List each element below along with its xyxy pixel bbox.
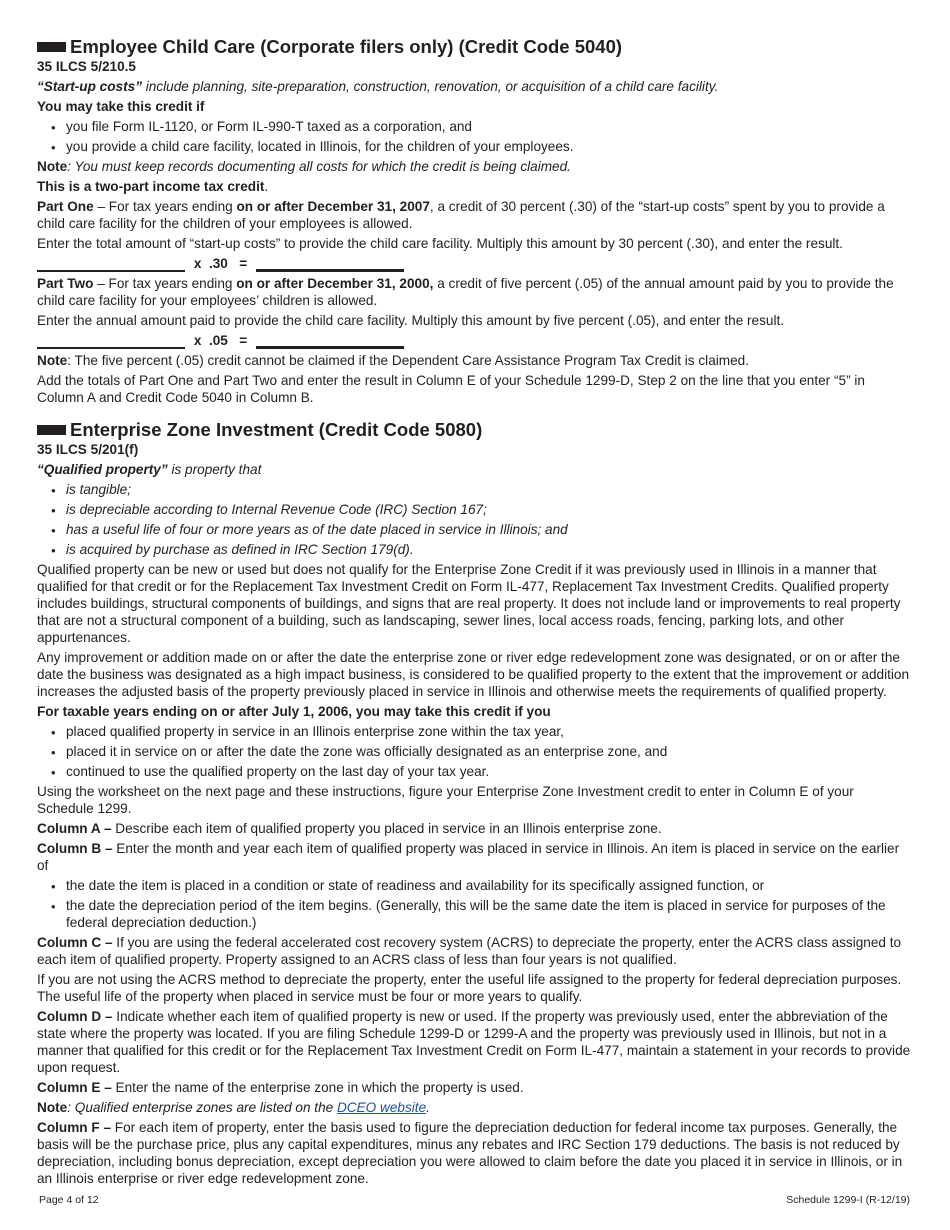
list-item: • is tangible; [37,481,913,498]
two-part-statement: This is a two-part income tax credit. [37,179,269,194]
column-b-list [37,877,913,931]
note: Note: You must keep records documenting all costs for which the credit is being claimed. [37,159,571,174]
page-footer [39,1192,910,1209]
statute: 35 ILCS 5/210.5 [37,59,136,74]
may-take-heading: You may take this credit if [37,99,205,114]
list-item: • the date the item is placed in a condition or state of readiness and availability for its specifically assigned function, or [37,877,913,894]
column-c-instructions: Column C – If you are using the federal accelerated cost recovery system (ACRS) to depreciate the property, enter the ACRS class assigned to each item of qualified property. Property assigned to an ACRS class of less than four years is not qualified. [37,935,902,967]
list-item: • you file Form IL-1120, or Form IL-990-T taxed as a corporation, and [37,118,913,135]
conditions-list [37,723,913,780]
list-item: • has a useful life of four or more years as of the date placed in service in Illinois; and [37,521,913,538]
eligibility-list [37,118,913,155]
page-content [37,36,913,1190]
part-one-calculation [37,255,913,272]
column-e-instructions: Column E – Enter the name of the enterprise zone in which the property is used. [37,1080,524,1095]
paragraph: Any improvement or addition made on or after the date the enterprise zone or river edge redevelopment zone was designated, or on or after the date the business was designated as a high impact business, is considered to be qualified property to the extent that the improvement or addition increases the adjusted basis of the property previously placed in service in Illinois and otherwise meets the requirements of qualified property. [37,650,910,699]
add-totals: Add the totals of Part One and Part Two and enter the result in Column E of your Schedule 1299-D, Step 2 on the line that you enter “5” in Column A and Credit Code 5040 in Column B. [37,373,865,405]
section-heading-child-care: Employee Child Care (Corporate filers only) (Credit Code 5040) [37,36,913,58]
taxable-years-heading: For taxable years ending on or after July 1, 2006, you may take this credit if you [37,704,551,719]
form-id: Schedule 1299-I (R-12/19) [786,1194,910,1206]
note: Note: Qualified enterprise zones are listed on the DCEO website. [37,1100,430,1115]
part-two-calculation [37,332,913,349]
paragraph: If you are not using the ACRS method to depreciate the property, enter the useful life assigned to the property for federal depreciation purposes. The useful life of the property when placed in service must be four or more years to qualify. [37,972,902,1004]
heading-bar-icon [37,425,66,435]
part-one-result-field[interactable] [256,257,404,272]
statute: 35 ILCS 5/201(f) [37,442,139,457]
section-heading-enterprise-zone: Enterprise Zone Investment (Credit Code 5080) [37,419,913,441]
part-two-result-field[interactable] [256,334,404,349]
heading-bar-icon [37,42,66,52]
multiplier: x .05 = [193,333,248,348]
list-item: • continued to use the qualified property on the last day of your tax year. [37,763,913,780]
multiplier: x .30 = [193,256,248,271]
part-two-instructions: Enter the annual amount paid to provide the child care facility. Multiply this amount by five percent (.05), and enter the result. [37,313,785,328]
qualified-property-definition: “Qualified property” is property that [37,462,262,477]
annual-amount-field[interactable] [37,334,185,349]
list-item: • you provide a child care facility, located in Illinois, for the children of your employees. [37,138,913,155]
column-d-instructions: Column D – Indicate whether each item of qualified property is new or used. If the property was previously used, enter the abbreviation of the state where the property was located. If you are filing Schedule 1299-D or 1299-A and the property was previously used in Illinois, but not in a manner that qualified for this credit or for the Replacement Tax Investment Credit on Form IL-477, maintain a statement in your records to provide upon request. [37,1009,911,1075]
column-b-instructions: Column B – Enter the month and year each item of qualified property was placed in service in Illinois. An item is placed in service on the earlier of [37,841,900,873]
list-item: • is acquired by purchase as defined in IRC Section 179(d). [37,541,913,558]
column-f-instructions: Column F – For each item of property, enter the basis used to figure the depreciation deduction for federal income tax purposes. Generally, the basis will be the purchase price, plus any capital expenditures, minus any rebates and IRC Section 179 deductions. The basis is not reduced by depreciation, including bonus depreciation, except depreciation you were allowed to claim before the date you placed it in service in Illinois, or in an Illinois enterprise or river edge redevelopment zone. [37,1120,903,1186]
list-item: • is depreciable according to Internal Revenue Code (IRC) Section 167; [37,501,913,518]
column-a-instructions: Column A – Describe each item of qualified property you placed in service in an Illinois enterprise zone. [37,821,662,836]
dceo-website-link[interactable]: DCEO website [336,1100,427,1115]
startup-definition: “Start-up costs” include planning, site-preparation, construction, renovation, or acquisition of a child care facility. [37,79,719,94]
list-item: • placed qualified property in service in an Illinois enterprise zone within the tax year, [37,723,913,740]
startup-costs-field[interactable] [37,257,185,272]
page-number: Page 4 of 12 [39,1194,99,1206]
part-one-instructions: Enter the total amount of “start-up costs” to provide the child care facility. Multiply this amount by 30 percent (.30), and enter the result. [37,236,843,251]
part-one: Part One – For tax years ending on or after December 31, 2007, a credit of 30 percent (.30) of the “start-up costs” spent by you to provide a child care facility for the children of your employees is allowed. [37,199,885,231]
qualified-property-list [37,481,913,558]
part-two: Part Two – For tax years ending on or after December 31, 2000, a credit of five percent (.05) of the annual amount paid by you to provide the child care facility for your employees’ children is allowed. [37,276,894,308]
list-item: • the date the depreciation period of the item begins. (Generally, this will be the same date the item is placed in service for purposes of the federal depreciation deduction.) [37,897,913,931]
worksheet-instructions: Using the worksheet on the next page and these instructions, figure your Enterprise Zone Investment credit to enter in Column E of your Schedule 1299. [37,784,854,816]
list-item: • placed it in service on or after the date the zone was officially designated as an enterprise zone, and [37,743,913,760]
note: Note: The five percent (.05) credit cannot be claimed if the Dependent Care Assistance Program Tax Credit is claimed. [37,353,750,368]
paragraph: Qualified property can be new or used but does not qualify for the Enterprise Zone Credit if it was previously used in Illinois in a manner that qualified for that credit or for the Replacement Tax Investment Credit on Form IL-477, Replacement Tax Investment Credits. Qualified property includes buildings, structural components of buildings, and signs that are real property. It does not include land or improvements to real property that are not a structural component of a building, such as landscaping, sewer lines, local access roads, fencing, parking lots, and other appurtenances. [37,562,901,645]
